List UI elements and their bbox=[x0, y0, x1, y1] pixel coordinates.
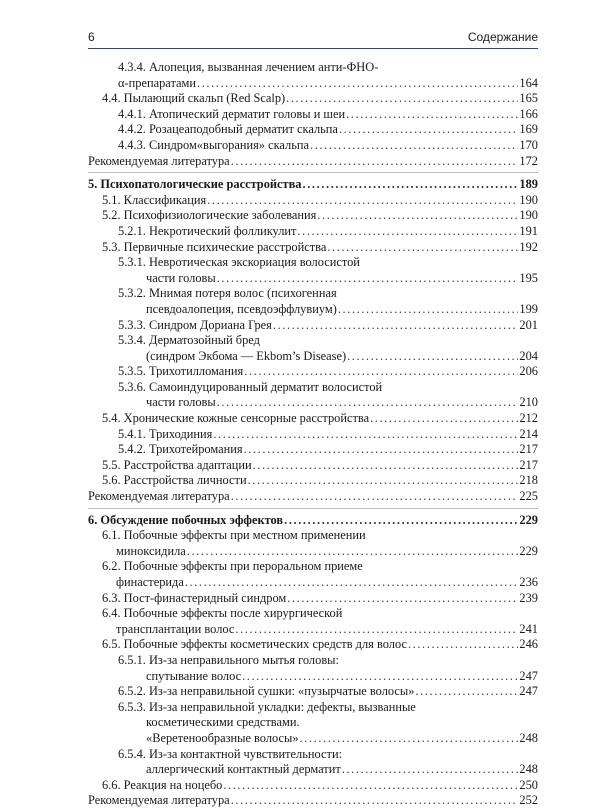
toc-entry-page: 190 bbox=[519, 208, 538, 223]
toc-entry-page: 191 bbox=[519, 223, 538, 238]
toc-entry[interactable] bbox=[88, 513, 538, 529]
toc-entry-title: «Веретенообразные волосы» bbox=[146, 730, 299, 745]
dot-leader bbox=[231, 489, 519, 505]
toc-entry-title: Рекомендуемая литература bbox=[88, 153, 230, 168]
toc-entry-title: финастерида bbox=[116, 575, 184, 589]
toc-entry[interactable] bbox=[88, 286, 538, 317]
dot-leader bbox=[346, 107, 518, 123]
toc-entry-title: α-препаратами bbox=[118, 75, 196, 90]
toc-entry[interactable] bbox=[88, 684, 538, 700]
dot-leader bbox=[286, 91, 518, 107]
toc-entry[interactable] bbox=[88, 778, 538, 794]
toc-entry-page: 246 bbox=[519, 637, 538, 652]
toc-entry-page: 241 bbox=[519, 621, 538, 636]
toc-entry-page: 189 bbox=[519, 177, 538, 192]
toc-entry-title-line: 6.2. Побочные эффекты при пероральном приеме bbox=[102, 559, 363, 574]
toc-entry[interactable] bbox=[88, 122, 538, 138]
dot-leader bbox=[300, 731, 519, 747]
dot-leader bbox=[273, 318, 519, 334]
toc-entry-page: 225 bbox=[519, 489, 538, 504]
toc-entry-title: части головы bbox=[146, 270, 216, 285]
toc-entry-page: 206 bbox=[519, 364, 538, 379]
toc-entry[interactable] bbox=[88, 255, 538, 286]
toc-entry-page: 169 bbox=[519, 122, 538, 137]
toc-entry-title: 6.6. Реакция на ноцебо bbox=[102, 777, 223, 792]
dot-leader bbox=[217, 395, 519, 411]
toc-entry-page: 204 bbox=[519, 348, 538, 363]
toc-entry-page: 252 bbox=[519, 793, 538, 808]
toc-entry[interactable] bbox=[88, 193, 538, 209]
dot-leader bbox=[342, 762, 519, 778]
toc-entry[interactable] bbox=[88, 91, 538, 107]
toc-entry-page: 170 bbox=[519, 137, 538, 152]
dot-leader bbox=[310, 138, 518, 154]
toc-entry-title: Рекомендуемая литература bbox=[88, 489, 230, 504]
toc-entry-page: 195 bbox=[519, 270, 538, 285]
toc-entry-title: 5.4.2. Трихотейромания bbox=[118, 442, 243, 457]
toc-entry[interactable] bbox=[88, 489, 538, 505]
toc-entry-title: 6. Обсуждение побочных эффектов bbox=[88, 512, 284, 527]
dot-leader bbox=[244, 442, 519, 458]
toc-entry[interactable] bbox=[88, 606, 538, 637]
toc-entry-title-line: 6.5.3. Из-за неправильной укладки: дефекты, вызванные bbox=[118, 699, 416, 714]
toc-entry-title-line: 5.3.2. Мнимая потеря волос (психогенная bbox=[118, 286, 337, 301]
toc-entry[interactable] bbox=[88, 224, 538, 240]
toc-entry-title: псевдоалопеция, псевдоэффлувиум) bbox=[146, 301, 337, 316]
toc-entry-title: 4.4. Пылающий скальп (Red Scalp) bbox=[102, 91, 286, 106]
dot-leader bbox=[284, 513, 518, 529]
toc-entry[interactable] bbox=[88, 528, 538, 559]
dot-leader bbox=[339, 122, 518, 138]
toc-entry-title: 4.4.3. Синдром«выгорания» скальпа bbox=[118, 137, 309, 152]
dot-leader bbox=[223, 778, 518, 794]
toc-entry-page: 201 bbox=[519, 317, 538, 332]
toc-entry-title: (синдром Экбома — Ekbom’s Disease) bbox=[146, 348, 347, 363]
toc-entry-page: 248 bbox=[519, 762, 538, 777]
toc-entry-title-line: 5.3.6. Самоиндуцированный дерматит волосистой bbox=[118, 379, 383, 394]
dot-leader bbox=[415, 684, 518, 700]
toc-entry[interactable] bbox=[88, 591, 538, 607]
toc-entry-title: 5.4. Хронические кожные сенсорные расстройства bbox=[102, 411, 370, 426]
dot-leader bbox=[297, 224, 518, 240]
toc-entry-title: 5.6. Расстройства личности bbox=[102, 473, 247, 488]
toc-entry[interactable] bbox=[88, 458, 538, 474]
table-of-contents bbox=[88, 60, 538, 809]
toc-entry-title: 5.5. Расстройства адаптации bbox=[102, 457, 252, 472]
dot-leader bbox=[207, 193, 518, 209]
toc-entry-page: 212 bbox=[519, 411, 538, 426]
running-title: Содержание bbox=[467, 30, 538, 44]
dot-leader bbox=[244, 364, 518, 380]
toc-entry-page: 218 bbox=[519, 473, 538, 488]
toc-entry[interactable] bbox=[88, 442, 538, 458]
toc-entry-title-line: 6.1. Побочные эффекты при местном применении bbox=[102, 528, 366, 543]
dot-leader bbox=[408, 637, 518, 653]
toc-entry-title-line: 4.3.4. Алопеция, вызванная лечением анти-ФНО- bbox=[118, 60, 379, 74]
toc-entry[interactable] bbox=[88, 333, 538, 364]
toc-entry-page: 192 bbox=[519, 239, 538, 254]
toc-entry-title: 5. Психопатологические расстройства bbox=[88, 177, 302, 192]
toc-entry[interactable] bbox=[88, 60, 538, 91]
dot-leader bbox=[197, 76, 518, 92]
toc-entry-title: 5.4.1. Триходиния bbox=[118, 426, 213, 441]
toc-entry[interactable] bbox=[88, 637, 538, 653]
toc-entry[interactable] bbox=[88, 559, 538, 590]
toc-entry-title-line: 5.3.4. Дерматозойный бред bbox=[118, 333, 260, 348]
page-header bbox=[88, 28, 538, 50]
toc-entry[interactable] bbox=[88, 138, 538, 154]
toc-entry[interactable] bbox=[88, 411, 538, 427]
dot-leader bbox=[253, 458, 519, 474]
toc-entry[interactable] bbox=[88, 473, 538, 489]
toc-entry-page: 172 bbox=[519, 153, 538, 168]
toc-entry-page: 229 bbox=[519, 543, 538, 558]
toc-entry[interactable] bbox=[88, 747, 538, 778]
toc-entry[interactable] bbox=[88, 700, 538, 747]
toc-entry-page: 165 bbox=[519, 91, 538, 106]
header-rule bbox=[88, 48, 538, 49]
toc-entry[interactable] bbox=[88, 154, 538, 170]
toc-entry-title: Рекомендуемая литература bbox=[88, 793, 230, 808]
toc-entry-title-line: 5.3.1. Невротическая экскориация волосистой bbox=[118, 255, 360, 270]
toc-entry-page: 217 bbox=[519, 457, 538, 472]
toc-entry-page: 236 bbox=[519, 575, 538, 589]
dot-leader bbox=[303, 177, 519, 193]
dot-leader bbox=[317, 208, 518, 224]
toc-entry-title: 5.1. Классификация bbox=[102, 192, 207, 207]
toc-entry-page: 210 bbox=[519, 395, 538, 410]
toc-entry-title: 6.5. Побочные эффекты косметических средств для волос bbox=[102, 637, 407, 652]
dot-leader bbox=[217, 271, 519, 287]
toc-entry-page: 166 bbox=[519, 106, 538, 121]
toc-entry[interactable] bbox=[88, 364, 538, 380]
toc-entry-page: 229 bbox=[519, 512, 538, 527]
toc-entry-title-line: 6.4. Побочные эффекты после хирургической bbox=[102, 606, 343, 621]
dot-leader bbox=[327, 240, 518, 256]
toc-entry-title: 4.4.1. Атопический дерматит головы и шеи bbox=[118, 106, 346, 121]
toc-entry-title-line: косметическими средствами. bbox=[146, 715, 300, 730]
dot-leader bbox=[338, 302, 519, 318]
dot-leader bbox=[231, 154, 519, 170]
section-divider bbox=[88, 508, 538, 509]
toc-entry[interactable] bbox=[88, 653, 538, 684]
dot-leader bbox=[213, 427, 518, 443]
toc-entry-title: 6.5.2. Из-за неправильной сушки: «пузырчатые волосы» bbox=[118, 684, 415, 699]
dot-leader bbox=[187, 544, 519, 560]
toc-entry-title: миноксидила bbox=[116, 543, 186, 558]
toc-entry-page: 247 bbox=[519, 668, 538, 683]
toc-entry-page: 247 bbox=[519, 684, 538, 699]
dot-leader bbox=[347, 349, 518, 365]
toc-entry-page: 248 bbox=[519, 730, 538, 745]
dot-leader bbox=[248, 473, 519, 489]
dot-leader bbox=[185, 575, 519, 591]
toc-entry-title: аллергический контактный дерматит bbox=[146, 762, 341, 777]
toc-entry-title-line: 6.5.1. Из-за неправильного мытья головы: bbox=[118, 652, 339, 667]
toc-entry-title: спутывание волос bbox=[146, 668, 242, 683]
toc-entry[interactable] bbox=[88, 318, 538, 334]
toc-entry-title-line: 6.5.4. Из-за контактной чувствительности: bbox=[118, 746, 343, 761]
toc-entry-page: 199 bbox=[519, 301, 538, 316]
toc-entry-title: 5.3.5. Трихотилломания bbox=[118, 364, 244, 379]
toc-entry-title: 5.2.1. Некротический фолликулит bbox=[118, 223, 297, 238]
toc-entry[interactable] bbox=[88, 208, 538, 224]
dot-leader bbox=[370, 411, 518, 427]
toc-entry[interactable] bbox=[88, 107, 538, 123]
toc-entry[interactable] bbox=[88, 380, 538, 411]
toc-entry[interactable] bbox=[88, 427, 538, 443]
toc-entry-title: 4.4.2. Розацеаподобный дерматит скальпа bbox=[118, 122, 338, 137]
toc-entry-title: 5.2. Психофизиологические заболевания bbox=[102, 208, 317, 223]
toc-entry-title: части головы bbox=[146, 395, 216, 410]
dot-leader bbox=[235, 622, 518, 638]
section-divider bbox=[88, 172, 538, 173]
toc-entry-page: 190 bbox=[519, 192, 538, 207]
toc-entry-page: 217 bbox=[519, 442, 538, 457]
toc-entry-title: 6.3. Пост-финастеридный синдром bbox=[102, 590, 287, 605]
toc-entry-page: 239 bbox=[519, 590, 538, 605]
dot-leader bbox=[231, 793, 519, 809]
toc-entry-title: трансплантации волос bbox=[116, 621, 235, 636]
toc-entry-page: 164 bbox=[519, 75, 538, 90]
toc-entry[interactable] bbox=[88, 240, 538, 256]
toc-entry[interactable] bbox=[88, 177, 538, 193]
toc-entry-title: 5.3.3. Синдром Дориана Грея bbox=[118, 317, 272, 332]
toc-entry-title: 5.3. Первичные психические расстройства bbox=[102, 239, 327, 254]
page-number: 6 bbox=[88, 30, 95, 44]
toc-entry[interactable] bbox=[88, 793, 538, 809]
toc-entry-page: 214 bbox=[519, 426, 538, 441]
toc-entry-page: 250 bbox=[519, 777, 538, 792]
dot-leader bbox=[287, 591, 518, 607]
dot-leader bbox=[242, 669, 518, 685]
